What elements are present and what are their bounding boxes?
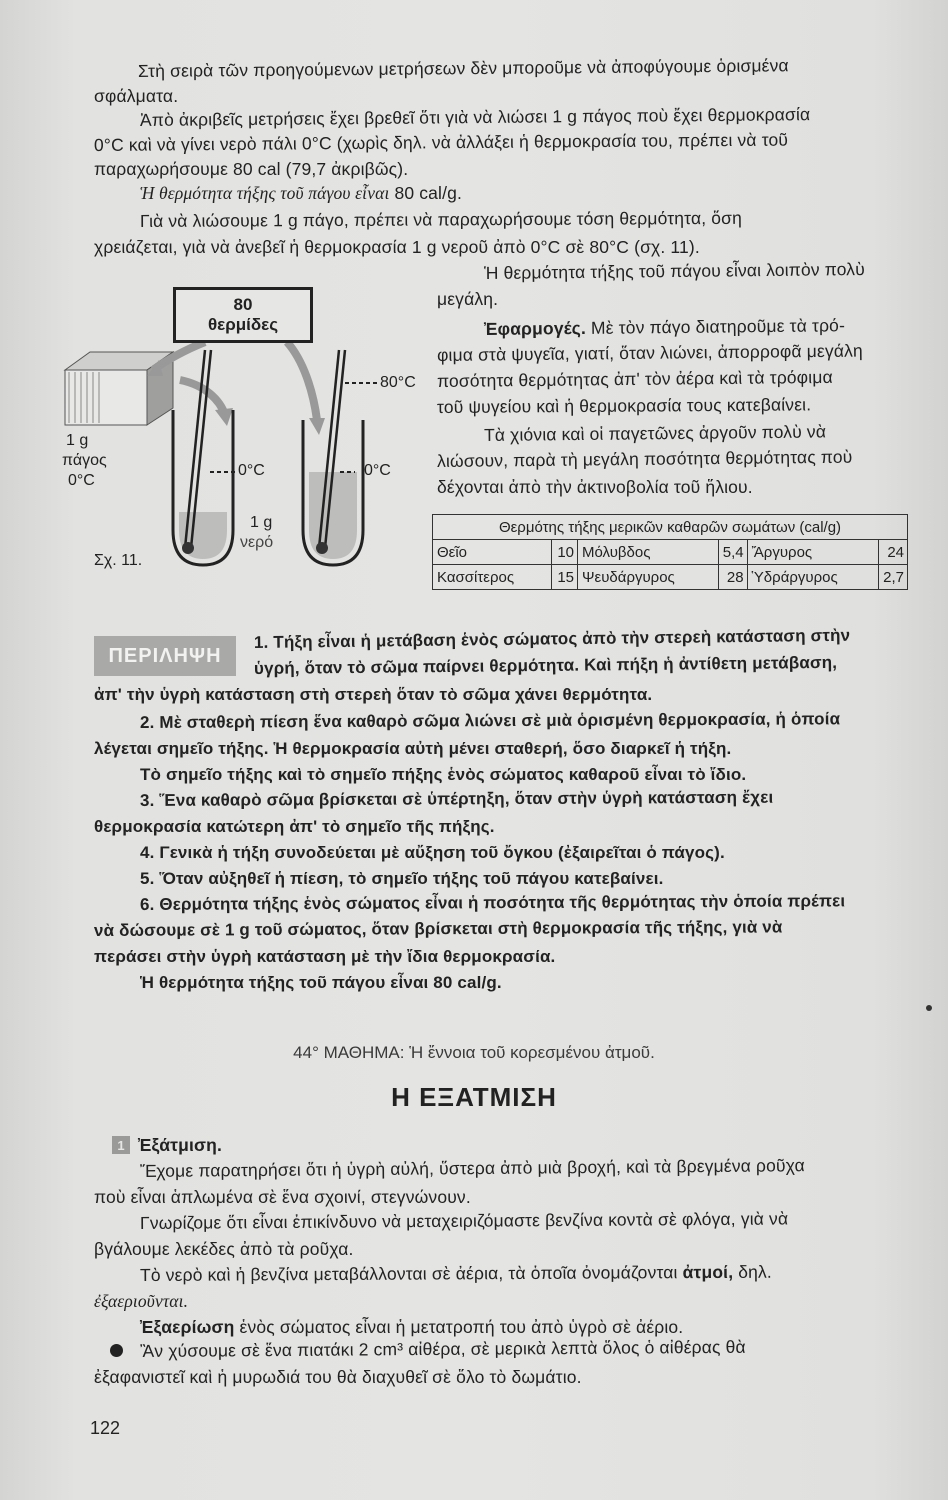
table-cell: Μόλυβδος	[578, 540, 719, 565]
table-header-row	[433, 515, 908, 540]
paragraph-line: ποσότητα θερμότητας ἀπ' τὸν ἀέρα καὶ τὰ τρόφιμα	[436, 366, 833, 391]
figure-caption: Σχ. 11.	[94, 552, 143, 569]
table-title: Θερμότης τήξης μερικῶν καθαρῶν σωμάτων (cal/g)	[433, 515, 908, 540]
chapter-title: Η ΕΞΑΤΜΙΣΗ	[391, 1082, 557, 1112]
summary-line: 6. Θερμότητα τήξης ἑνὸς σώματος εἶναι ἡ ποσότητα τῆς θερμότητας τὴν ὁποία πρέπει	[139, 891, 846, 914]
applications-heading: Ἐφαρμογές.	[483, 317, 587, 339]
summary-line: ἀπ' τὴν ὑγρὴ κατάσταση στὴ στερεὴ ὅταν τὸ σῶμα χάνει θερμότητα.	[94, 685, 653, 704]
summary-line: 2. Μὲ σταθερὴ πίεση ἕνα καθαρὸ σῶμα λιώνει σὲ μιὰ ὁρισμένη θερμοκρασία, ἡ ὁποία	[139, 709, 841, 732]
temp-label-80: 80°C	[380, 374, 416, 391]
summary-line: Ἡ θερμότητα τήξης τοῦ πάγου εἶναι 80 cal/g.	[140, 973, 502, 992]
summary-line: ὑγρή, ὅταν τὸ σῶμα παίρνει θερμότητα. Καὶ πήξη ἡ ἀντίθετη μετάβαση,	[253, 652, 838, 678]
water-mass-label: 1 g	[250, 514, 273, 531]
definition-line	[140, 1316, 683, 1338]
paragraph-line: ἐξαεριοῦνται.	[94, 1291, 189, 1311]
summary-line: 4. Γενικὰ ἡ τήξη συνοδεύεται μὲ αὔξηση τοῦ ὄγκου (ἐξαιρεῖται ὁ πάγος).	[140, 843, 725, 862]
text-span: δηλ.	[738, 1261, 772, 1282]
applications-line	[484, 314, 845, 340]
ice-temp-label: 0°C	[68, 472, 95, 489]
temp-label-0-left: 0°C	[238, 462, 265, 479]
summary-line: λέγεται σημεῖο τήξης. Ἡ θερμοκρασία αὐτὴ μένει σταθερή, ὅσο διαρκεῖ ἡ τήξη.	[94, 739, 732, 758]
definition-italic: Ἡ θερμότητα τήξης τοῦ πάγου εἶναι	[140, 183, 390, 203]
definition-line	[140, 182, 462, 204]
text-span: Τὸ νερὸ καὶ ἡ βενζίνα μεταβάλλονται σὲ ἀέρια, τὰ ὁποῖα ὀνομάζονται	[139, 1262, 678, 1285]
paragraph-line	[140, 1261, 772, 1286]
paragraph-line: Γιὰ νὰ λιώσουμε 1 g πάγο, πρέπει νὰ παραχωρήσουμε τόση θερμότητα, ὅση	[139, 207, 743, 231]
page-number: 122	[90, 1418, 121, 1438]
table-cell: Κασσίτερος	[433, 565, 552, 590]
summary-line: 1. Τήξη εἶναι ἡ μετάβαση ἑνὸς σώματος ἀπὸ τὴν στερεὴ κατάσταση στὴν	[253, 625, 851, 652]
paragraph-line: μεγάλη.	[437, 289, 499, 309]
paragraph-line: Ἔχομε παρατηρήσει ὅτι ἡ ὑγρὴ αὐλή, ὕστερα ἀπὸ μιὰ βροχή, καὶ τὰ βρεγμένα ροῦχα	[139, 1155, 805, 1181]
table-cell: Θεῖο	[433, 540, 552, 565]
dot-icon	[926, 1005, 932, 1011]
beaker-water	[303, 350, 377, 565]
table-cell: 2,7	[879, 565, 908, 590]
summary-line: νὰ δώσουμε σὲ 1 g τοῦ σώματος, ὅταν βρίσκεται στὴ θερμοκρασία τῆς τήξης, γιὰ νὰ	[93, 917, 783, 940]
paragraph-line: 0°C καὶ νὰ γίνει νερὸ πάλι 0°C (χωρὶς δηλ. νὰ ἀλλάξει ἡ θερμοκρασία του, πρέπει νὰ τοῦ	[93, 129, 789, 155]
term-vapours: ἀτμοί,	[682, 1261, 734, 1283]
term-vaporization: Ἐξαερίωση	[140, 1317, 235, 1337]
summary-line: 3. Ἕνα καθαρὸ σῶμα βρίσκεται σὲ ὑπέρτηξη, ὅταν στὴν ὑγρὴ κατάσταση ἔχει	[139, 787, 774, 810]
heat-amount-box	[173, 287, 313, 343]
table-cell: 28	[718, 565, 747, 590]
section-number-icon: 1	[112, 1136, 130, 1154]
section-title: Ἐξάτμιση.	[138, 1135, 222, 1155]
summary-line: θερμοκρασία κατώτερη ἀπ' τὸ σημεῖο τῆς πήξης.	[94, 817, 495, 836]
summary-badge: ΠΕΡΙΛΗΨΗ	[94, 636, 236, 676]
lesson-heading: 44° ΜΑΘΗΜΑ: Ἡ ἔννοια τοῦ κορεσμένου ἀτμοῦ.	[293, 1043, 655, 1062]
water-name-label: νερό	[240, 534, 274, 551]
heat-amount-value: 80	[233, 295, 253, 314]
paragraph-line: παραχωρήσουμε 80 cal (79,7 ἀκριβῶς).	[94, 159, 409, 179]
table-row	[433, 565, 908, 590]
table-cell: Ἄργυρος	[747, 540, 879, 565]
summary-line: Τὸ σημεῖο τήξης καὶ τὸ σημεῖο πήξης ἑνὸς σώματος καθαροῦ εἶναι τὸ ἴδιο.	[140, 765, 747, 784]
paragraph-line: ποὺ εἶναι ἁπλωμένα σὲ ἕνα σχοινί, στεγνώνουν.	[94, 1187, 471, 1207]
table-cell: 5,4	[718, 540, 747, 565]
paragraph-line: βγάλουμε λεκέδες ἀπὸ τὰ ροῦχα.	[94, 1239, 354, 1259]
temp-label-0-right: 0°C	[364, 462, 391, 479]
table-cell: Ὑδράργυρος	[747, 565, 879, 590]
paragraph-line: φιμα στὰ ψυγεῖα, γιατί, ὅταν λιώνει, ἀπορροφᾶ μεγάλη	[436, 340, 863, 365]
heat-amount-unit: θερμίδες	[207, 315, 279, 334]
paragraph-line: Γνωρίζομε ὅτι εἶναι ἐπικίνδυνο νὰ μεταχειριζόμαστε βενζίνα κοντὰ σὲ φλόγα, γιὰ νὰ	[139, 1208, 789, 1233]
melting-heat-table	[432, 514, 908, 590]
paragraph-line: τοῦ ψυγείου καὶ ἡ θερμοκρασία τους κατεβαίνει.	[436, 394, 812, 417]
paragraph-line: σφάλματα.	[94, 86, 179, 106]
bullet-icon	[110, 1344, 123, 1357]
paragraph-line: Τὰ χιόνια καὶ οἱ παγετῶνες ἀργοῦν πολὺ νὰ	[483, 421, 827, 445]
table-cell: 24	[879, 540, 908, 565]
paragraph-line: Ἂν χύσουμε σὲ ἕνα πιατάκι 2 cm³ αἰθέρα, σὲ μερικὰ λεπτὰ ὅλος ὁ αἰθέρας θὰ	[139, 1336, 746, 1361]
heat-arrow-icon	[287, 342, 317, 420]
table-cell: 10	[552, 540, 578, 565]
table-cell: Ψευδάργυρος	[578, 565, 719, 590]
paragraph-line: λιώσουν, παρὰ τὴ μεγάλη ποσότητα θερμότητας ποὺ	[436, 446, 853, 471]
ice-name-label: πάγος	[62, 452, 107, 469]
text-span: ἑνὸς σώματος εἶναι ἡ μετατροπή του ἀπὸ ὑγρὸ σὲ ἀέριο.	[239, 1317, 684, 1337]
table-cell: 15	[552, 565, 578, 590]
applications-text: Μὲ τὸν πάγο διατηροῦμε τὰ τρό-	[590, 315, 846, 338]
paragraph-line: δέχονται ἀπὸ τὴν ἀκτινοβολία τοῦ ἥλιου.	[437, 477, 753, 497]
summary-line: περάσει στὴν ὑγρὴ κατάσταση μὲ τὴν ἴδια θερμοκρασία.	[94, 947, 556, 966]
summary-line: 5. Ὅταν αὐξηθεῖ ἡ πίεση, τὸ σημεῖο τήξης τοῦ πάγου κατεβαίνει.	[140, 869, 664, 888]
paragraph-line: Ἡ θερμότητα τήξης τοῦ πάγου εἶναι λοιπὸν πολὺ	[483, 259, 865, 283]
paragraph-line: ἐξαφανιστεῖ καὶ ἡ μυρωδιά του θὰ διαχυθεῖ σὲ ὅλο τὸ δωμάτιο.	[94, 1367, 582, 1387]
paragraph-line: χρειάζεται, γιὰ νὰ ἀνεβεῖ ἡ θερμοκρασία 1 g νεροῦ ἀπὸ 0°C σὲ 80°C (σχ. 11).	[94, 237, 700, 257]
ice-mass-label: 1 g	[66, 432, 89, 449]
paragraph-line: Στὴ σειρὰ τῶν προηγούμενων μετρήσεων δὲν μποροῦμε νὰ ἀποφύγουμε ὁρισμένα	[137, 55, 789, 81]
definition-value: 80 cal/g.	[394, 183, 462, 203]
table-row	[433, 540, 908, 565]
paragraph-line: Ἀπὸ ἀκριβεῖς μετρήσεις ἔχει βρεθεῖ ὅτι γιὰ νὰ λιώσει 1 g πάγος ποὺ ἔχει θερμοκρασία	[139, 104, 811, 130]
